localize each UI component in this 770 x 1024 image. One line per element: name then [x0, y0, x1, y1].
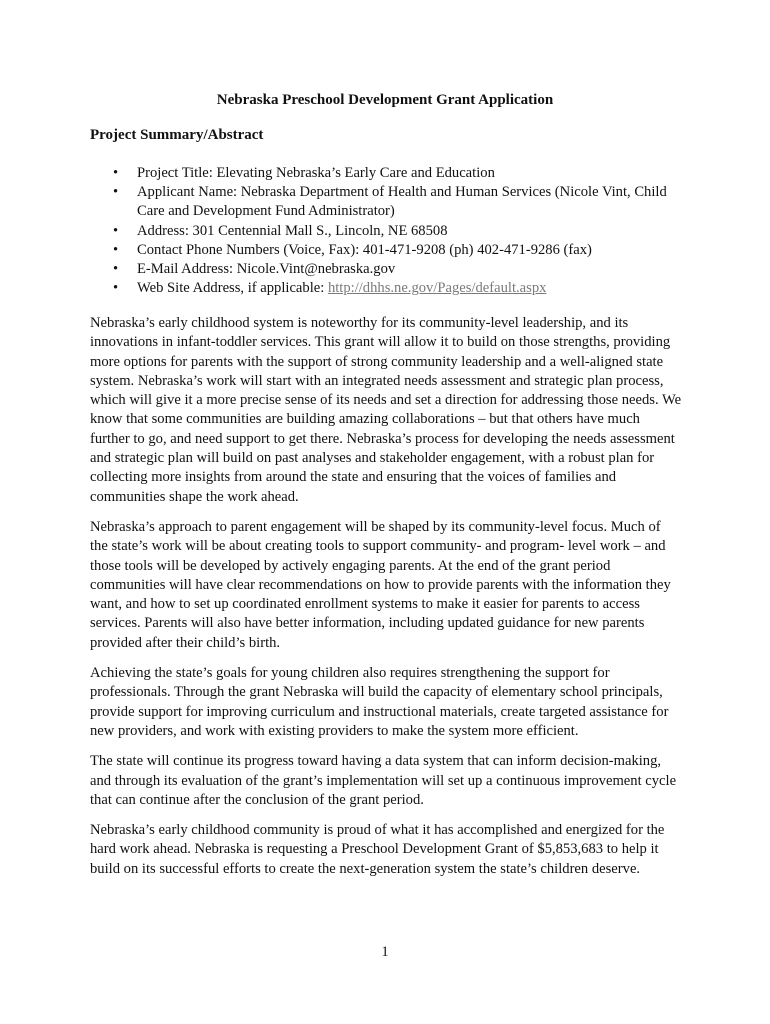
- paragraph-professionals: Achieving the state’s goals for young children also requires strengthening the support for professionals. Through the grant Nebraska will build the capacity of elementary school principals, provide support for improving curriculum and instructional materials, create targeted assistance for new providers, and work with existing providers to make the system more efficient.: [90, 665, 669, 739]
- bullet-project-title: [90, 164, 680, 183]
- project-title-text: Project Title: Elevating Nebraska’s Early Care and Education: [137, 165, 495, 181]
- email-text: E-Mail Address: Nicole.Vint@nebraska.gov: [137, 261, 396, 278]
- website-link[interactable]: http://dhhs.ne.gov/Pages/default.aspx: [327, 280, 547, 297]
- website-label: Web Site Address, if applicable:: [137, 280, 328, 297]
- address-text: Address: 301 Centennial Mall S., Lincoln, NE 68508: [137, 222, 448, 239]
- applicant-name-text: Applicant Name: Nebraska Department of Health and Human Services (Nicole Vint, Child Care and Development Fund Administrator): [137, 184, 667, 220]
- paragraph-data-system: The state will continue its progress toward having a data system that can inform decision-making, and through its evaluation of the grant’s implementation will set up a continuous improvement cycle that can continue after the conclusion of the grant period.: [90, 753, 677, 808]
- page-number: 1: [381, 944, 389, 960]
- bullet-icon: •: [113, 261, 119, 278]
- bullet-icon: •: [113, 165, 119, 181]
- paragraph-grant-request: Nebraska’s early childhood community is proud of what it has accomplished and energized for the hard work ahead. Nebraska is requesting a Preschool Development Grant of $5,853,683 to help it build on its successful efforts to create the next-generation system the state’s children deserve.: [90, 822, 665, 877]
- abstract-body: [90, 314, 682, 890]
- bullet-applicant-name: [90, 183, 680, 221]
- document-title: Nebraska Preschool Development Grant Application: [216, 92, 554, 108]
- bullet-address: [90, 222, 680, 241]
- bullet-icon: •: [113, 280, 119, 297]
- paragraph-system-overview: Nebraska’s early childhood system is noteworthy for its community-level leadership, and its innovations in infant-toddler services. This grant will allow it to build on those strengths, providing more options for parents with the support of strong community leadership and a well-aligned state system. Nebraska’s work will start with an integrated needs assessment and strategic plan process, which will give it a more precise sense of its needs and set a direction for addressing those needs. We know that some communities are building amazing collaborations – but that others have much further to go, and need support to get there. Nebraska’s process for developing the needs assessment and strategic plan will build on past analyses and stakeholder engagement, with a robust plan for collecting more insights from around the state and ensuring that the voices of families and communities shape the work ahead.: [90, 315, 682, 505]
- bullet-icon: •: [113, 184, 119, 201]
- bullet-website: [90, 279, 680, 298]
- phone-text: Contact Phone Numbers (Voice, Fax): 401-471-9208 (ph) 402-471-9286 (fax): [137, 241, 592, 258]
- paragraph-parent-engagement: Nebraska’s approach to parent engagement will be shaped by its community-level focus. Much of the state’s work will be about creating tools to support community- and program- level work – and those tools will be developed by actively engaging parents. At the end of the grant period communities will have clear recommendations on how to provide parents with the information they want, and how to set up coordinated enrollment systems to make it easier for parents to access services. Parents will also have better information, including updated guidance for new parents provided after their child’s birth.: [90, 518, 671, 651]
- section-heading: Project Summary/Abstract: [90, 127, 264, 143]
- project-info-list: [90, 164, 680, 298]
- bullet-phone: [90, 241, 680, 260]
- bullet-icon: •: [113, 222, 119, 239]
- bullet-icon: •: [113, 241, 119, 258]
- bullet-email: [90, 260, 680, 279]
